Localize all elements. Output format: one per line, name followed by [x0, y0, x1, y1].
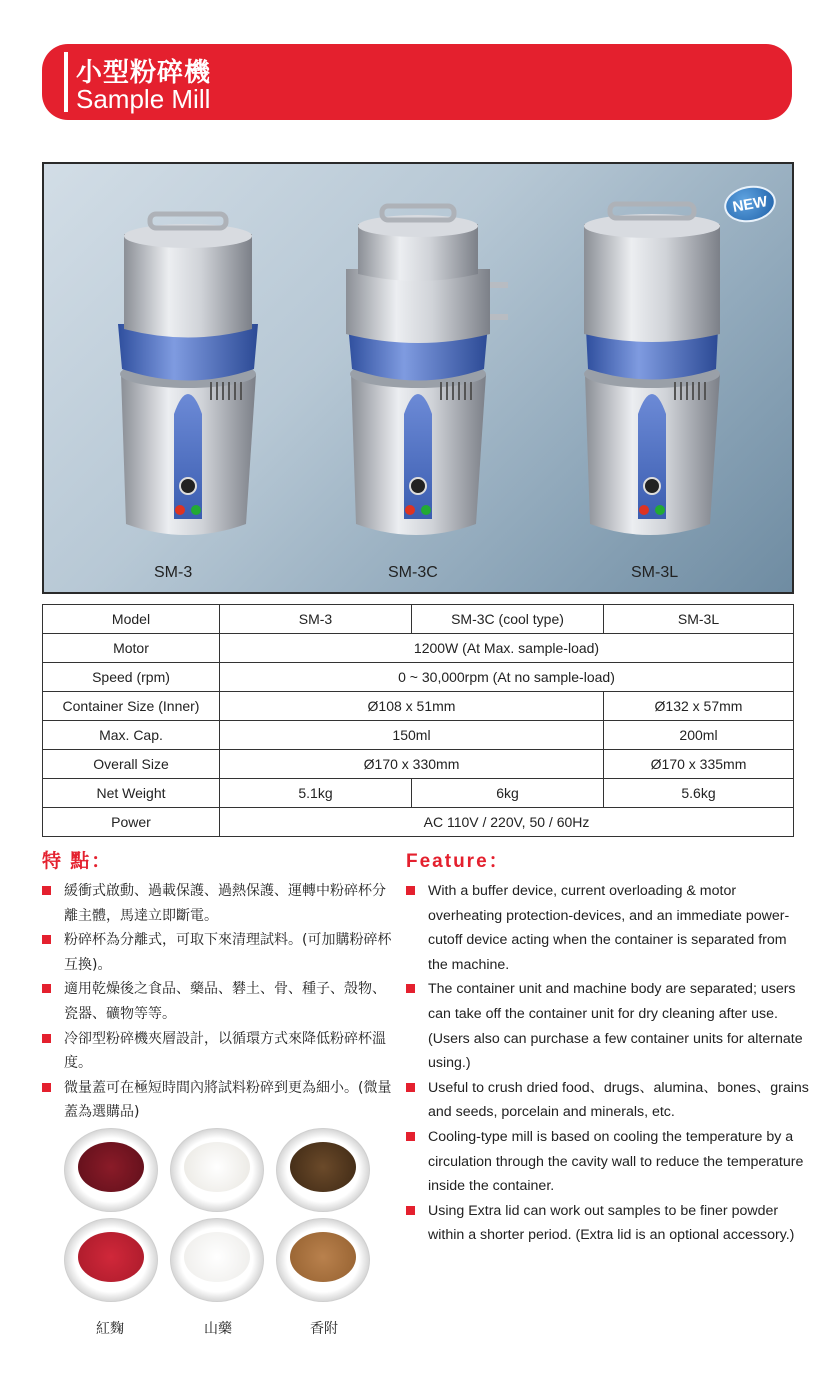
bullet-icon [406, 1206, 415, 1215]
bullet-icon [42, 886, 51, 895]
list-item: 緩衝式啟動、過載保護、過熱保護、運轉中粉碎杯分離主體，馬達立即斷電。 [42, 879, 392, 928]
table-cell: 150ml [220, 721, 604, 750]
sample-caption-1: 紅麴 [96, 1321, 124, 1337]
list-item: 冷卻型粉碎機夾層設計，以循環方式來降低粉碎杯溫度。 [42, 1027, 392, 1076]
bullet-icon [406, 886, 415, 895]
spec-table [42, 604, 794, 837]
list-item: Cooling-type mill is based on cooling the temperature by a circulation through the cavity wall to reduce the temperature inside the container. [406, 1125, 810, 1199]
row-header: Overall Size [43, 750, 220, 779]
bowl-brown-powder [276, 1218, 370, 1302]
product-photo [42, 162, 794, 594]
table-row [43, 779, 794, 808]
sample-caption-2: 山藥 [204, 1321, 232, 1337]
model-label-sm3l: SM-3L [631, 564, 679, 581]
list-item: 微量蓋可在極短時間內將試料粉碎到更為細小。(微量蓋為選購品) [42, 1076, 392, 1125]
bowl-white-slices [170, 1128, 264, 1212]
row-header: Power [43, 808, 220, 837]
title-en: Sample Mill [76, 84, 211, 114]
model-label-sm3c: SM-3C [388, 564, 438, 581]
table-cell: Ø108 x 51mm [220, 692, 604, 721]
title-banner [42, 44, 792, 120]
title-zh: 小型粉碎機 [76, 58, 212, 88]
table-row [43, 692, 794, 721]
bowl-brown-roots [276, 1128, 370, 1212]
list-item: The container unit and machine body are separated; users can take off the container unit for dry cleaning after use. (Users also can purchase a few container units for alternate using.) [406, 977, 810, 1075]
features-zh-heading: 特 點： [42, 851, 113, 872]
row-header: Speed (rpm) [43, 663, 220, 692]
col-header-sm3c: SM-3C (cool type) [412, 605, 604, 634]
bullet-icon [406, 1132, 415, 1141]
row-header: Max. Cap. [43, 721, 220, 750]
banner-divider [64, 52, 68, 112]
features-en-heading: Feature： [406, 851, 510, 872]
table-cell: 200ml [604, 721, 794, 750]
col-header-sm3l: SM-3L [604, 605, 794, 634]
table-cell: Ø170 x 330mm [220, 750, 604, 779]
table-cell: 0 ~ 30,000rpm (At no sample-load) [220, 663, 794, 692]
list-item: Using Extra lid can work out samples to be finer powder within a shorter period. (Extra lid is an optional accessory.) [406, 1199, 810, 1248]
bowl-red-powder [64, 1218, 158, 1302]
machine-sm3l [584, 204, 720, 535]
machines-illustration [44, 164, 794, 594]
table-cell: 5.6kg [604, 779, 794, 808]
bullet-icon [42, 1034, 51, 1043]
table-row [43, 663, 794, 692]
machine-sm3 [118, 214, 258, 535]
table-cell: AC 110V / 220V, 50 / 60Hz [220, 808, 794, 837]
table-cell: 6kg [412, 779, 604, 808]
bullet-icon [42, 984, 51, 993]
table-cell: Ø170 x 335mm [604, 750, 794, 779]
row-header: Motor [43, 634, 220, 663]
table-cell: Ø132 x 57mm [604, 692, 794, 721]
table-cell: 1200W (At Max. sample-load) [220, 634, 794, 663]
bowl-white-powder [170, 1218, 264, 1302]
machine-sm3c [346, 206, 508, 535]
list-item: 適用乾燥後之食品、藥品、礬土、骨、種子、殼物、瓷器、礦物等等。 [42, 977, 392, 1026]
table-row [43, 634, 794, 663]
bullet-icon [406, 1083, 415, 1092]
list-item: 粉碎杯為分離式，可取下來清理試料。(可加購粉碎杯互換)。 [42, 928, 392, 977]
bullet-icon [42, 1083, 51, 1092]
features-en-list [406, 879, 810, 1248]
list-item: With a buffer device, current overloading & motor overheating protection-devices, and an immediate power-cutoff device acting when the container is separated from the machine. [406, 879, 810, 977]
row-header: Net Weight [43, 779, 220, 808]
table-row [43, 605, 794, 634]
features-en [406, 846, 810, 1248]
col-header-sm3: SM-3 [220, 605, 412, 634]
bullet-icon [42, 935, 51, 944]
list-item: Useful to crush dried food、drugs、alumina、bones、grains and seeds, porcelain and minerals, etc. [406, 1076, 810, 1125]
bullet-icon [406, 984, 415, 993]
table-row [43, 808, 794, 837]
sample-caption-3: 香附 [310, 1321, 338, 1337]
model-label-sm3: SM-3 [154, 564, 193, 581]
table-row [43, 721, 794, 750]
features-zh [42, 846, 392, 1125]
bowl-red-granules [64, 1128, 158, 1212]
row-header: Container Size (Inner) [43, 692, 220, 721]
row-header: Model [43, 605, 220, 634]
table-cell: 5.1kg [220, 779, 412, 808]
features-zh-list [42, 879, 392, 1125]
new-badge: NEW [721, 182, 778, 226]
table-row [43, 750, 794, 779]
